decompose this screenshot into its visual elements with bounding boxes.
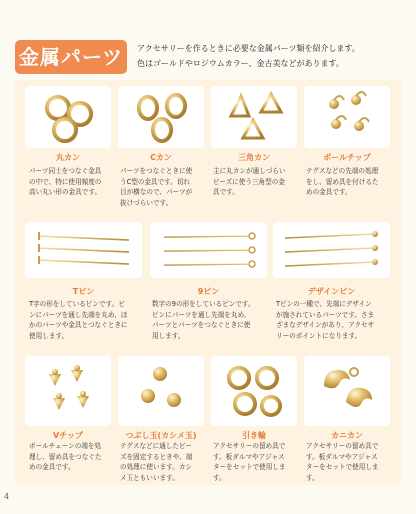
jump-ring-image <box>25 86 111 148</box>
spring-ring-clasp-image <box>211 356 297 426</box>
part-desc-ball-tip: テグスなどの先端の処理 をし、留め具を付けるた めの金具です。 <box>306 167 379 196</box>
part-desc-t-pin: T字の形をしているピンです。ビ ンにパーツを通し先端を丸め、ほ かのパーツや金具とつなぐときに 使用します。 <box>29 300 128 340</box>
c-ring-image <box>118 86 204 148</box>
part-name-lobster-clasp: カニカン <box>331 431 363 440</box>
part-name-c-ring: Cカン <box>150 153 172 162</box>
part-desc-c-ring: パーツをつなぐときに使 うC型の金具です。切れ 目が横なので、パーツが 抜けづらいです。 <box>120 167 193 207</box>
part-desc-triangle-ring: 主に丸カンが通しづらい ビーズに使う三角型の金 具です。 <box>213 167 286 196</box>
crimp-bead-image <box>118 356 204 426</box>
part-name-design-pin: デザインピン <box>307 287 356 296</box>
part-desc-nine-pin: 数字の9の形をしているピンです。 ピンにパーツを通し先端を丸め、 パーツとパーツをつなぐときに使 用します。 <box>152 300 255 340</box>
part-name-nine-pin: 9ピン <box>197 287 220 296</box>
part-desc-v-tip: ボールチェーンの端を処 理し、留め具をつなぐた めの金具です。 <box>29 442 102 471</box>
part-name-t-pin: Tピン <box>72 287 95 296</box>
part-desc-crimp-bead: テグスなどに通したビー ズを固定するときや、端 の処理に使います。カシ メ玉ともいいます。 <box>120 442 193 482</box>
intro-text <box>137 41 409 71</box>
intro-line: 色はゴールドやロジウムカラー、金古美などがあります。 <box>137 59 344 68</box>
ball-tip-image <box>304 86 390 148</box>
part-desc-lobster-clasp: アクセサリーの留め具で す。板ダルマやアジャス ターをセットで使用しま す。 <box>306 442 379 482</box>
t-pin-image <box>25 222 142 278</box>
lobster-clasp-image <box>304 356 390 426</box>
triangle-ring-image <box>211 86 297 148</box>
part-name-ball-tip: ボールチップ <box>323 153 371 162</box>
part-name-spring-ring-clasp: 引き輪 <box>242 431 266 440</box>
part-name-jump-ring: 丸カン <box>56 153 80 162</box>
design-pin-image <box>273 222 390 278</box>
part-desc-jump-ring: パーツ同士をつなぐ金具 の中で、特に使用頻度の 高い丸い形の金具です。 <box>29 167 102 196</box>
intro-line: アクセサリーを作るときに必要な金属パーツ類を紹介します。 <box>137 44 360 53</box>
part-name-crimp-bead: つぶし玉(カシメ玉) <box>125 431 197 440</box>
part-desc-design-pin: Tピンの一種で、先端にデザイン が施されているパーツです。さま ざまなデザインがあり、アクセサ リーのポイントになります。 <box>276 300 375 340</box>
v-tip-image <box>25 356 111 426</box>
part-name-v-tip: Vチップ <box>53 431 83 440</box>
nine-pin-image <box>150 222 267 278</box>
part-name-triangle-ring: 三角カン <box>238 153 270 162</box>
page-number: 4 <box>4 492 10 501</box>
part-desc-spring-ring-clasp: アクセサリーの留め具で す。板ダルマやアジャス ターをセットで使用しま す。 <box>213 442 286 482</box>
section-title: 金属パーツ <box>15 40 127 74</box>
